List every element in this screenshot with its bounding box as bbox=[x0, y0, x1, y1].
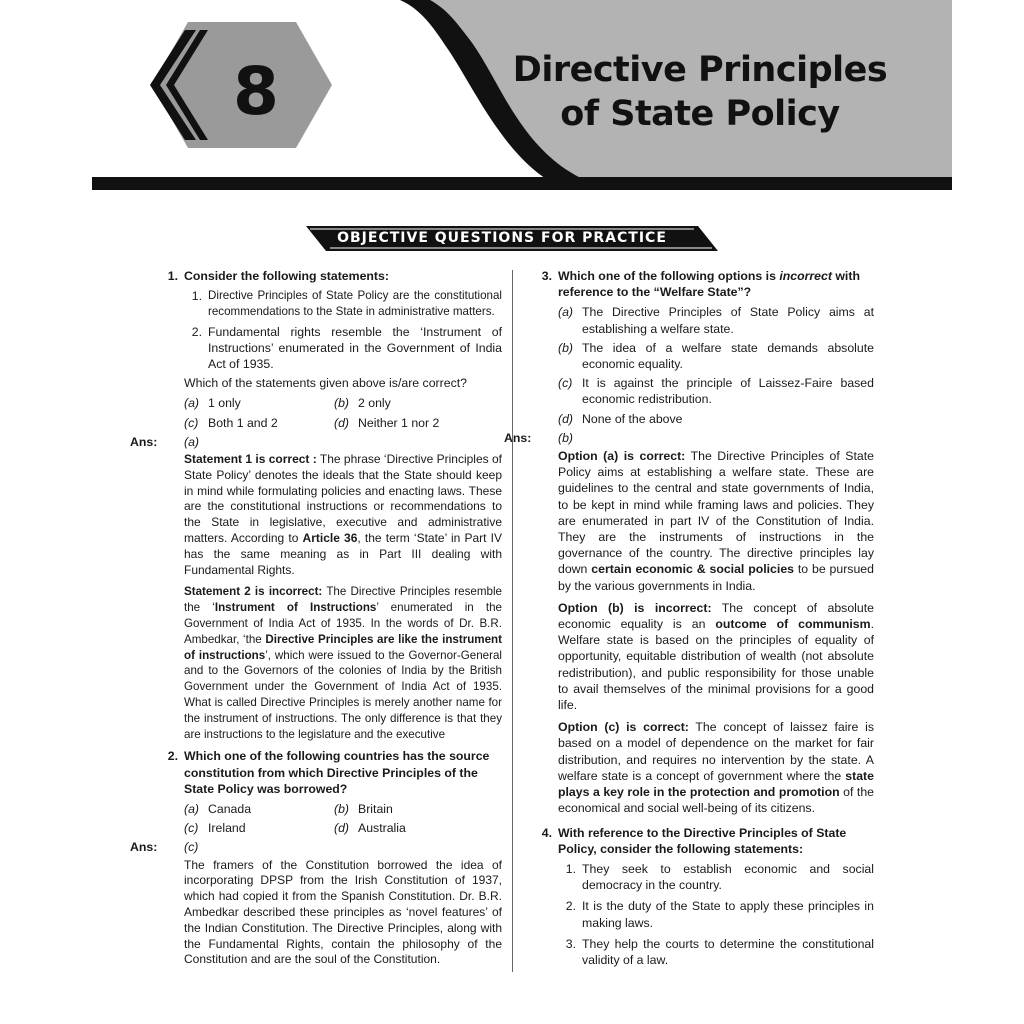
answer-label: Ans: bbox=[130, 840, 158, 855]
options-q1 bbox=[184, 395, 502, 430]
option-label: (d) bbox=[558, 411, 574, 426]
explanation-text: The phrase ‘Directive Principles of State Policy’ denotes the ideals that the State should keep in mind while formulating policies and enacting laws. These are the constitutional instructions or recommendations to the State in legislative, executive and administrative matters. According to bbox=[184, 452, 502, 546]
option-c bbox=[184, 415, 334, 431]
option-text: 2 only bbox=[358, 396, 391, 411]
explanation-paragraph bbox=[558, 719, 874, 816]
question-number: 3. bbox=[541, 269, 552, 283]
statement-3 bbox=[558, 936, 874, 968]
explanation-emphasis: state plays a key role in the protection and promotion bbox=[558, 768, 874, 800]
explanation-heading: Statement 1 is correct : bbox=[184, 452, 317, 467]
question-number: 4. bbox=[541, 825, 552, 840]
question-text-emphasis: incorrect bbox=[779, 269, 832, 283]
chapter-number: 8 bbox=[233, 53, 279, 130]
option-c bbox=[558, 375, 874, 407]
statement-text: They help the courts to determine the constitutional validity of a law. bbox=[582, 936, 874, 967]
statement-text: They seek to establish economic and social democracy in the country. bbox=[582, 861, 874, 893]
statement-number: 1. bbox=[191, 289, 202, 304]
statement-number: 1. bbox=[565, 861, 576, 876]
option-text: Canada bbox=[208, 801, 252, 816]
question-1 bbox=[148, 268, 502, 284]
explanation-text: ’, which were issued to the Governor-General and to the Governors of the colonies of India by the British Government under the Government of India Act of 1935. What is called Directive Principles is merely another name for the instrument of instructions. The only difference is that they are instructions to the legislature and the executive bbox=[184, 648, 502, 741]
chapter-title bbox=[460, 48, 940, 136]
option-label: (b) bbox=[334, 396, 350, 411]
option-text: Neither 1 nor 2 bbox=[358, 415, 440, 430]
statement-number: 2. bbox=[565, 899, 576, 914]
option-text: None of the above bbox=[582, 411, 683, 426]
section-banner bbox=[306, 226, 718, 251]
explanation-paragraph bbox=[558, 600, 874, 713]
option-text: Australia bbox=[358, 821, 406, 836]
explanation-paragraph bbox=[558, 448, 874, 594]
option-label: (c) bbox=[184, 415, 199, 430]
option-label: (a) bbox=[184, 801, 200, 816]
explanation-text: ’ enumerated in the Government of India Act of 1935. In the words of Dr. B.R. Ambedkar, ‘the bbox=[184, 601, 503, 646]
statement-text: Directive Principles of State Policy are the constitutional recommendations to the State in administrative matters. bbox=[208, 289, 502, 319]
explanation-text: of the economical and social well-being of its citizens. bbox=[558, 785, 875, 816]
answer-value: (b) bbox=[558, 430, 574, 445]
explanation-paragraph bbox=[184, 452, 502, 578]
option-d bbox=[334, 820, 502, 836]
explanation-text: The Directive Principles resemble the ‘ bbox=[184, 585, 502, 615]
option-b bbox=[334, 395, 502, 411]
option-label: (b) bbox=[334, 801, 350, 816]
option-label: (d) bbox=[334, 415, 350, 430]
statement-2 bbox=[184, 324, 502, 373]
right-column bbox=[504, 268, 875, 971]
explanation-text: , the term ‘State’ in Part IV has the same meaning as in Part III dealing with Fundamental Rights. bbox=[184, 531, 502, 577]
explanation-emphasis: Instrument of Instructions bbox=[214, 601, 377, 615]
option-text: Ireland bbox=[208, 821, 246, 836]
option-label: (a) bbox=[558, 305, 574, 320]
answer-q3 bbox=[504, 430, 874, 446]
question-text: With reference to the Directive Principles of State Policy, consider the following statements: bbox=[558, 825, 847, 856]
answer-value: (c) bbox=[184, 840, 199, 855]
option-a bbox=[184, 395, 334, 411]
answer-label: Ans: bbox=[130, 434, 158, 449]
statement-2 bbox=[558, 898, 874, 930]
explanation-paragraph: The framers of the Constitution borrowed the idea of incorporating DPSP from the Irish Constitution of 1937, which had copied it from the Spanish Constitution. Dr. B.R. Ambedkar described these principles as ‘novel features’ of the Indian Constitution. The Directive Principles, along with the Fundamental Rights, contain the philosophy of the Constitution and are the soul of the Constitution. bbox=[184, 857, 502, 967]
option-label: (c) bbox=[184, 821, 199, 836]
question-number: 2. bbox=[167, 749, 178, 764]
question-text: Consider the following statements: bbox=[184, 269, 389, 283]
option-text: Both 1 and 2 bbox=[208, 415, 278, 430]
explanation-text: The concept of absolute economic equality is an bbox=[558, 600, 874, 632]
option-d bbox=[334, 415, 502, 431]
option-b bbox=[558, 340, 874, 372]
statement-text: Fundamental rights resemble the ‘Instrument of Instructions’ enumerated in the Government of India Act of 1935. bbox=[208, 324, 502, 372]
explanation-heading: Option (a) is correct: bbox=[558, 449, 686, 464]
answer-q1 bbox=[130, 434, 502, 450]
question-2 bbox=[148, 748, 502, 797]
statement-text: It is the duty of the State to apply these principles in making laws. bbox=[582, 899, 874, 930]
option-label: (d) bbox=[334, 821, 350, 836]
option-c bbox=[184, 820, 334, 836]
question-3 bbox=[522, 268, 874, 300]
option-d bbox=[558, 411, 874, 427]
explanation-paragraph bbox=[184, 584, 502, 742]
option-a bbox=[558, 304, 874, 336]
option-b bbox=[334, 801, 502, 817]
explanation-emphasis: Directive Principles are like the instrument of instructions bbox=[184, 632, 502, 662]
answer-label: Ans: bbox=[504, 430, 532, 445]
statement-number: 3. bbox=[565, 936, 576, 951]
explanation-heading: Option (c) is correct: bbox=[558, 720, 689, 735]
explanation-emphasis: Article 36 bbox=[302, 531, 358, 546]
chapter-title-line1: Directive Principles bbox=[512, 50, 888, 90]
chapter-title-line2: of State Policy bbox=[560, 94, 840, 134]
option-text: It is against the principle of Laissez-Faire based economic redistribution. bbox=[582, 376, 874, 407]
question-text bbox=[558, 268, 874, 300]
left-column bbox=[130, 268, 503, 974]
option-text: The idea of a welfare state demands absolute economic equality. bbox=[582, 340, 874, 372]
option-text: The Directive Principles of State Policy aims at establishing a welfare state. bbox=[582, 305, 874, 336]
explanation-emphasis: certain economic & social policies bbox=[591, 562, 794, 577]
section-banner-text: OBJECTIVE QUESTIONS FOR PRACTICE bbox=[337, 230, 667, 246]
explanation-heading: Statement 2 is incorrect: bbox=[184, 585, 323, 599]
column-divider bbox=[512, 270, 513, 972]
option-a bbox=[184, 801, 334, 817]
explanation-heading: Option (b) is incorrect: bbox=[558, 600, 712, 615]
answer-q2 bbox=[130, 839, 502, 855]
options-q3 bbox=[558, 304, 874, 426]
option-text: Britain bbox=[358, 801, 393, 816]
explanation-text: . Welfare state is based on the principles of equality of opportunity, equitable distribution of wealth (not absolute redistribution), and public responsibility for those unable to avail themselves of the minimal provisions for a good life. bbox=[558, 617, 874, 713]
statement-number: 2. bbox=[191, 324, 202, 339]
explanation-text: The Directive Principles of State Policy aims at establishing a welfare state. These are guidelines to the central and state governments of India, to be kept in mind while framing laws and policies. They are enumerated in part IV of the Constitution of India. They are the instruments of instructions in the governance of the country. The directive principles lay down bbox=[558, 449, 875, 577]
statement-1 bbox=[184, 288, 502, 320]
option-label: (c) bbox=[558, 376, 573, 391]
option-label: (b) bbox=[558, 340, 574, 355]
question-text-part: with reference to the “Welfare State”? bbox=[558, 269, 860, 300]
options-q2 bbox=[184, 801, 502, 836]
question-prompt: Which of the statements given above is/are correct? bbox=[184, 376, 467, 391]
explanation-emphasis: outcome of communism bbox=[715, 617, 871, 632]
explanation-text: to be pursued by the various governments in India. bbox=[558, 562, 874, 593]
question-text-part: Which one of the following options is bbox=[558, 269, 780, 283]
question-number: 1. bbox=[167, 269, 178, 283]
explanation-text: The concept of laissez faire is based on a model of dependence on the market for fair distribution, and requires no intervention by the state. A welfare state is a concept of government where the bbox=[558, 720, 875, 783]
statement-1 bbox=[558, 861, 874, 893]
answer-value: (a) bbox=[184, 434, 200, 449]
question-text: Which one of the following countries has the source constitution from which Directive Principles of the State Policy was borrowed? bbox=[184, 749, 490, 796]
question-4 bbox=[522, 825, 874, 857]
option-label: (a) bbox=[184, 396, 200, 411]
option-text: 1 only bbox=[208, 396, 241, 411]
